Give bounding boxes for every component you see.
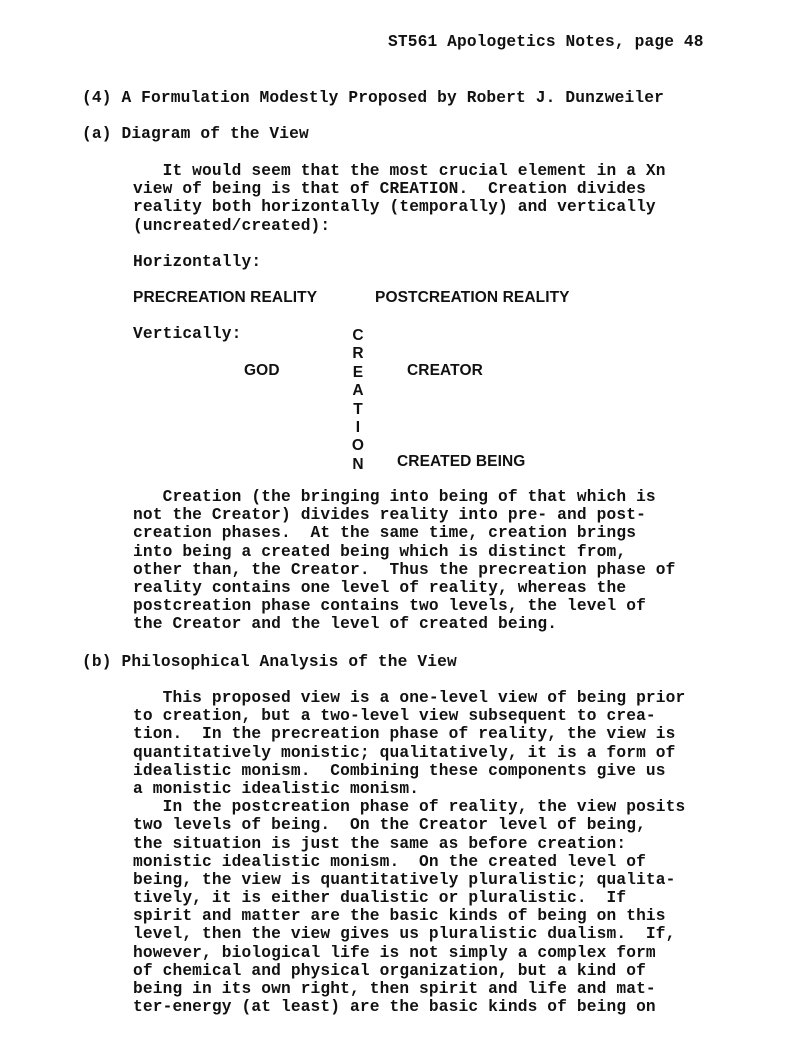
creation-letter: E bbox=[352, 363, 364, 381]
analysis-line: level, then the view gives us pluralistic dualism. If, bbox=[133, 925, 676, 944]
analysis-line: however, biological life is not simply a complex form bbox=[133, 943, 656, 962]
creation-letter: O bbox=[351, 437, 365, 455]
explanation-paragraph bbox=[133, 488, 676, 634]
analysis-line: In the postcreation phase of reality, the view posits bbox=[133, 798, 686, 817]
analysis-paragraph bbox=[133, 689, 685, 1016]
intro-line: It would seem that the most crucial element in a Xn bbox=[133, 162, 666, 180]
explanation-line: postcreation phase contains two levels, the level of bbox=[133, 597, 646, 616]
god-label: GOD bbox=[244, 362, 280, 379]
analysis-line: quantitatively monistic; qualitatively, it is a form of bbox=[133, 743, 676, 762]
analysis-line: being in its own right, then spirit and life and mat- bbox=[133, 980, 656, 998]
page-header: ST561 Apologetics Notes, page 48 bbox=[388, 33, 704, 51]
analysis-line: ter-energy (at least) are the basic kinds of being on bbox=[133, 998, 656, 1017]
created-being-label: CREATED BEING bbox=[397, 453, 526, 470]
intro-line: view of being is that of CREATION. Creation divides bbox=[133, 180, 646, 199]
analysis-line: a monistic idealistic monism. bbox=[133, 779, 420, 798]
explanation-line: creation phases. At the same time, creation brings bbox=[133, 524, 637, 543]
section-title: (4) A Formulation Modestly Proposed by Robert J. Dunzweiler bbox=[82, 89, 664, 107]
creation-vertical-word bbox=[351, 327, 365, 474]
explanation-line: into being a created being which is distinct from, bbox=[133, 542, 627, 561]
explanation-line: not the Creator) divides reality into pre- and post- bbox=[133, 506, 646, 525]
subsection-b-heading: (b) Philosophical Analysis of the View bbox=[82, 653, 457, 671]
analysis-line: of chemical and physical organization, but a kind of bbox=[133, 961, 646, 980]
creation-letter: I bbox=[355, 418, 361, 436]
creation-letter: R bbox=[352, 345, 364, 363]
analysis-line: This proposed view is a one-level view of being prior bbox=[133, 689, 686, 707]
creator-label: CREATOR bbox=[407, 362, 483, 379]
explanation-line: the Creator and the level of created being. bbox=[133, 615, 558, 634]
subsection-a-heading: (a) Diagram of the View bbox=[82, 125, 309, 143]
vertically-label: Vertically: bbox=[133, 325, 242, 343]
analysis-line: to creation, but a two-level view subsequent to crea- bbox=[133, 707, 656, 726]
intro-line: reality both horizontally (temporally) and vertically bbox=[133, 198, 656, 217]
explanation-line: reality contains one level of reality, whereas the bbox=[133, 578, 627, 597]
creation-letter: T bbox=[353, 400, 363, 418]
intro-line: (uncreated/created): bbox=[133, 216, 331, 235]
horizontally-label: Horizontally: bbox=[133, 253, 262, 271]
creation-letter: A bbox=[352, 382, 364, 400]
intro-paragraph bbox=[133, 162, 666, 235]
precreation-label: PRECREATION REALITY bbox=[133, 289, 318, 306]
explanation-line: other than, the Creator. Thus the precreation phase of bbox=[133, 560, 676, 579]
analysis-line: spirit and matter are the basic kinds of being on this bbox=[133, 907, 666, 926]
creation-letter: N bbox=[352, 455, 364, 473]
creation-letter: C bbox=[352, 327, 364, 344]
explanation-line: Creation (the bringing into being of that which is bbox=[133, 488, 656, 506]
analysis-line: tively, it is either dualistic or pluralistic. If bbox=[133, 889, 627, 908]
analysis-line: two levels of being. On the Creator level of being, bbox=[133, 816, 646, 835]
analysis-line: being, the view is quantitatively pluralistic; qualita- bbox=[133, 870, 676, 889]
analysis-line: the situation is just the same as before creation: bbox=[133, 834, 627, 853]
postcreation-label: POSTCREATION REALITY bbox=[375, 289, 570, 306]
analysis-line: tion. In the precreation phase of reality, the view is bbox=[133, 725, 676, 744]
analysis-line: idealistic monism. Combining these components give us bbox=[133, 761, 666, 780]
analysis-line: monistic idealistic monism. On the created level of bbox=[133, 852, 646, 871]
